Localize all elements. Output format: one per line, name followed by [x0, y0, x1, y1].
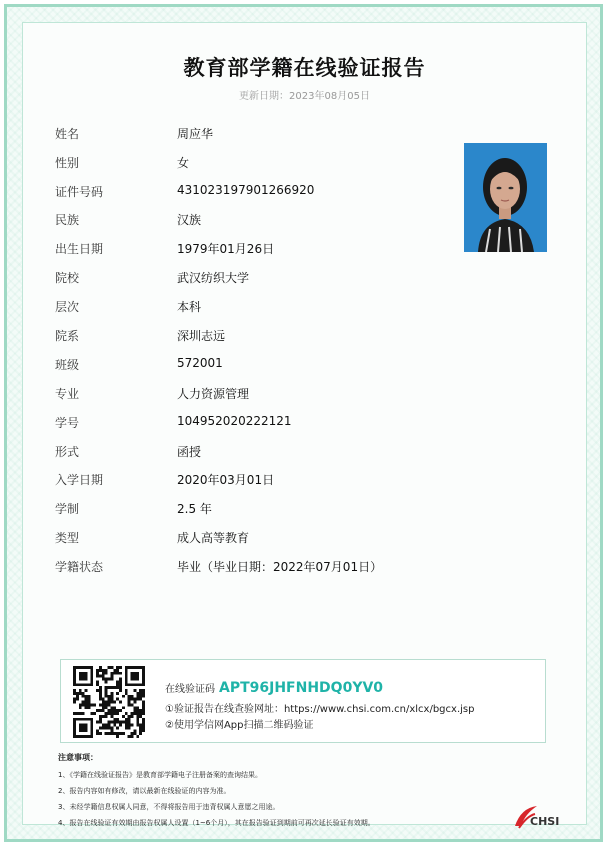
field-label: 专业 [55, 387, 80, 401]
field-value: 深圳志远 [177, 329, 226, 343]
field-label: 民族 [55, 213, 80, 227]
field-value: 本科 [177, 300, 202, 314]
field-value: 女 [177, 156, 190, 170]
field-value: 函授 [177, 445, 202, 459]
verification-panel [60, 659, 546, 743]
verify-code-line [165, 680, 383, 696]
report-title: 教育部学籍在线验证报告 [183, 56, 426, 80]
field-value: 2020年03月01日 [177, 473, 275, 487]
field-value: 1979年01月26日 [177, 242, 275, 256]
note-item: 4、报告在线验证有效期由报告权属人设置（1~6个月），其在报告验证到期前可再次延长验证有效期。 [58, 819, 375, 827]
verify-code: APT96JHFNHDQ0YV0 [219, 680, 384, 696]
field-label: 类型 [55, 531, 80, 545]
qr-code-icon [73, 666, 145, 738]
field-label: 性别 [55, 156, 80, 170]
field-label: 班级 [55, 358, 80, 372]
field-value: 周应华 [177, 127, 214, 141]
note-item: 2、报告内容如有修改，请以最新在线验证的内容为准。 [58, 787, 231, 795]
field-value: 人力资源管理 [177, 387, 250, 401]
student-photo [464, 143, 547, 252]
verify-app-hint: ②使用学信网App扫描二维码验证 [165, 720, 314, 731]
field-label: 形式 [55, 445, 80, 459]
portrait-image [464, 143, 547, 252]
verify-code-label: 在线验证码 [165, 684, 215, 695]
field-label: 证件号码 [55, 185, 104, 199]
field-label: 学籍状态 [55, 560, 104, 574]
field-value: 572001 [177, 356, 223, 370]
update-date: 更新日期：2023年08月05日 [239, 91, 370, 102]
field-label: 层次 [55, 300, 80, 314]
field-value: 2.5 年 [177, 502, 212, 516]
field-label: 姓名 [55, 127, 80, 141]
field-value: 汉族 [177, 213, 202, 227]
field-label: 院校 [55, 271, 80, 285]
field-label: 院系 [55, 329, 80, 343]
note-item: 3、未经学籍信息权属人同意，不得将报告用于违背权属人意愿之用途。 [58, 803, 280, 811]
field-label: 出生日期 [55, 242, 104, 256]
field-value: 104952020222121 [177, 414, 292, 428]
chsi-logo-text: CHSI [530, 815, 560, 828]
field-value: 成人高等教育 [177, 531, 250, 545]
field-label: 学号 [55, 416, 80, 430]
notes-title: 注意事项： [58, 753, 98, 762]
note-item: 1、《学籍在线验证报告》是教育部学籍电子注册备案的查询结果。 [58, 771, 262, 779]
field-value: 毕业（毕业日期：2022年07月01日） [177, 560, 383, 574]
field-label: 学制 [55, 502, 80, 516]
field-value: 武汉纺织大学 [177, 271, 250, 285]
field-label: 入学日期 [55, 473, 104, 487]
verify-url-hint: ①验证报告在线查验网址：https://www.chsi.com.cn/xlcx/bgcx.jsp [165, 704, 475, 715]
field-value: 431023197901266920 [177, 183, 315, 197]
